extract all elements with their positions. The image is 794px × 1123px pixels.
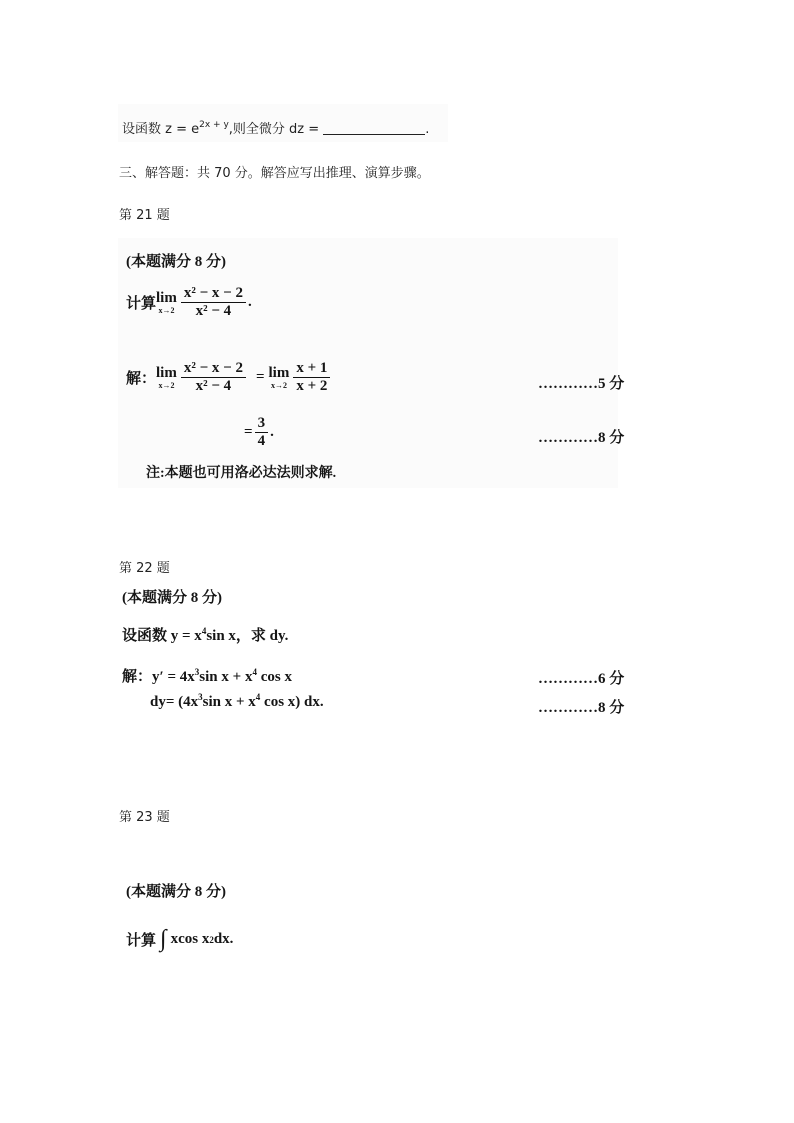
q21-solution-limit2: lim x→2 — [268, 365, 290, 390]
q21-solution-line1 — [126, 360, 332, 395]
q22-line1-exp1: 3 — [194, 667, 200, 677]
q21-solution-prefix: 解： — [126, 371, 157, 387]
q21-denominator: x² − 4 — [195, 303, 232, 319]
q21-solution-den1: x² − 4 — [195, 378, 232, 394]
q22-line2-c: cos x) dx. — [264, 694, 324, 710]
q21-limit-sub: x→2 — [158, 306, 175, 315]
q22-line2-exp1: 3 — [198, 692, 203, 702]
q22-line2-b: sin x + x — [202, 694, 256, 710]
q21-problem-prefix: 计算 — [126, 296, 157, 312]
q21-label: 第 21 题 — [119, 208, 170, 223]
q21-solution-num1: x² − x − 2 — [181, 360, 246, 378]
q22-line1-a: y′ = 4x — [152, 669, 195, 685]
q21-note: 注:本题也可用洛必达法则求解. — [146, 466, 337, 481]
q23-problem: 计算 ∫ xcos x 2 dx. — [126, 926, 234, 952]
q21-result-den: 4 — [257, 433, 266, 449]
q22-line2-exp2: 4 — [255, 692, 261, 702]
q21-solution-limit: lim x→2 — [156, 365, 177, 390]
q22-solution-prefix: 解： — [122, 669, 153, 685]
q22-line1-exp2: 4 — [252, 667, 257, 677]
q22-problem-suffix: sin x，求 dy. — [206, 628, 289, 644]
q22-line1-b: sin x + x — [199, 669, 253, 685]
q21-equals2: = — [244, 424, 253, 440]
q22-label: 第 22 题 — [119, 561, 170, 576]
q23-integrand-b: dx. — [213, 931, 234, 947]
q21-solution-den2: x + 2 — [296, 378, 328, 394]
q22-solution-line1 — [122, 665, 292, 686]
q21-solution-num2: x + 1 — [293, 360, 330, 378]
section3-heading: 三、解答题：共 70 分。解答应写出推理、演算步骤。 — [119, 166, 430, 181]
q21-solution-limit-sub: x→2 — [158, 381, 175, 390]
q23-integral-sign: ∫ — [160, 926, 167, 952]
q21-problem — [126, 285, 252, 320]
q22-problem-exp: 4 — [201, 626, 207, 636]
q21-solution-limit2-sub: x→2 — [270, 381, 287, 390]
q23-label: 第 23 题 — [119, 810, 170, 825]
q21-period2: . — [270, 424, 274, 440]
q21-step1-score: …………5 分 — [538, 376, 625, 392]
q21-solution-fraction1 — [181, 360, 246, 395]
q20-answer-blank — [323, 122, 425, 135]
q20-prefix: 设函数 z = e — [122, 122, 200, 137]
q22-score-note: (本题满分 8 分) — [122, 590, 222, 606]
q22-line1-score: …………6 分 — [538, 671, 625, 687]
q20-suffix: ,则全微分 dz = — [228, 122, 320, 137]
q20-end: . — [425, 122, 430, 137]
q23-score-note: (本题满分 8 分) — [126, 884, 226, 900]
q21-solution-line2 — [244, 415, 274, 450]
q22-line2-score: …………8 分 — [538, 700, 625, 716]
q21-result-fraction — [255, 415, 269, 450]
q21-result-num: 3 — [255, 415, 269, 433]
q21-equals: = — [255, 369, 265, 385]
q20-exponent: 2x + y — [199, 120, 229, 130]
q22-line1-c: cos x — [260, 669, 292, 685]
q21-period: . — [247, 294, 252, 310]
q22-line2-a: dy= (4x — [150, 694, 199, 710]
q23-problem-prefix: 计算 — [126, 933, 157, 949]
q23-integrand-a: xcos x — [170, 931, 210, 947]
q21-score-note: (本题满分 8 分) — [126, 254, 226, 270]
q22-problem — [122, 624, 288, 645]
q20-line — [122, 118, 429, 137]
q22-problem-prefix: 设函数 y = x — [122, 628, 202, 644]
q21-fraction — [181, 285, 246, 320]
q21-numerator: x² − x − 2 — [181, 285, 246, 303]
q21-limit: lim x→2 — [156, 290, 177, 315]
q21-step2-score: …………8 分 — [538, 430, 625, 446]
q22-solution-line2 — [150, 694, 324, 711]
q21-solution-fraction2 — [293, 360, 330, 395]
